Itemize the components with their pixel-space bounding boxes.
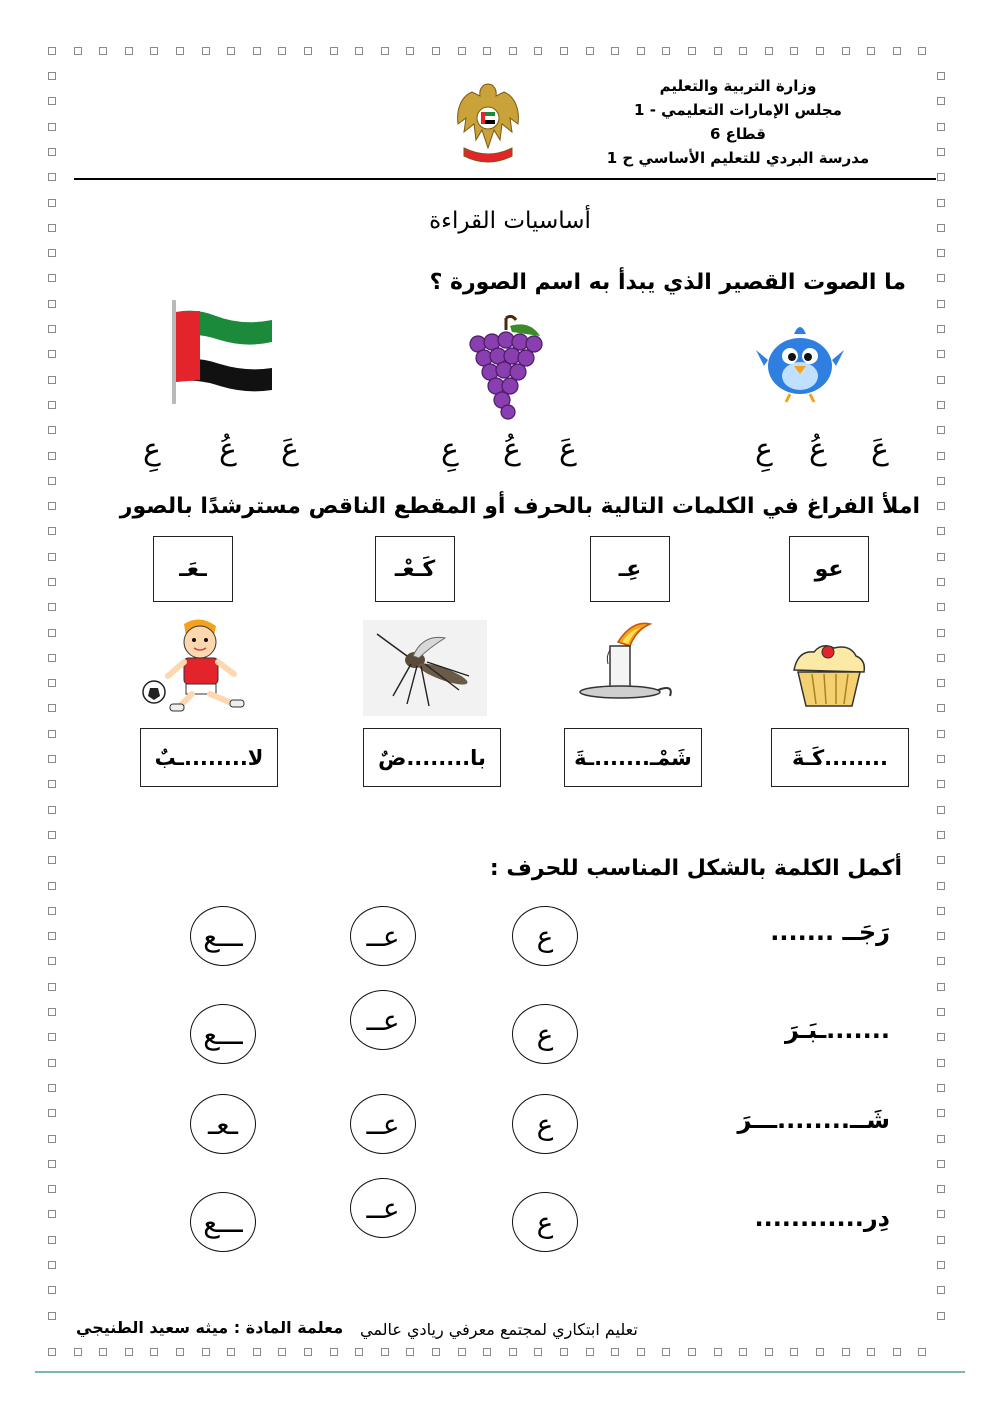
frame-square xyxy=(937,325,945,333)
frame-square xyxy=(381,47,389,55)
frame-square xyxy=(406,1348,414,1356)
frame-square xyxy=(509,47,517,55)
frame-square xyxy=(406,47,414,55)
frame-square xyxy=(48,1348,56,1356)
frame-square xyxy=(937,957,945,965)
letter-option[interactable]: عِ xyxy=(755,432,773,467)
frame-square xyxy=(765,47,773,55)
bottom-divider xyxy=(35,1371,965,1373)
frame-square xyxy=(937,1008,945,1016)
frame-square xyxy=(48,578,56,586)
frame-square xyxy=(937,401,945,409)
frame-square xyxy=(381,1348,389,1356)
frame-square xyxy=(48,325,56,333)
frame-square xyxy=(125,1348,133,1356)
frame-square xyxy=(560,1348,568,1356)
option-box-3[interactable]: كَـعْـ xyxy=(375,536,455,602)
frame-square xyxy=(937,376,945,384)
letter-option[interactable]: عَ xyxy=(871,432,889,467)
frame-square xyxy=(330,1348,338,1356)
frame-square xyxy=(937,1033,945,1041)
letter-form-choice[interactable]: عــ xyxy=(350,906,416,966)
option-box-2[interactable]: عِـ xyxy=(590,536,670,602)
frame-square xyxy=(458,47,466,55)
frame-square xyxy=(937,1236,945,1244)
frame-square xyxy=(937,1109,945,1117)
frame-square xyxy=(74,47,82,55)
frame-square xyxy=(509,1348,517,1356)
frame-square xyxy=(937,477,945,485)
frame-square xyxy=(48,1059,56,1067)
frame-square xyxy=(937,780,945,788)
frame-square xyxy=(48,932,56,940)
letter-form-choice[interactable]: ـــع xyxy=(190,1004,256,1064)
frame-square xyxy=(714,47,722,55)
frame-square xyxy=(937,274,945,282)
frame-square xyxy=(662,47,670,55)
frame-square xyxy=(355,47,363,55)
frame-square xyxy=(227,1348,235,1356)
frame-square xyxy=(483,47,491,55)
frame-square xyxy=(937,123,945,131)
letter-form-choice[interactable]: ع xyxy=(512,1192,578,1252)
letter-option[interactable]: عَ xyxy=(559,432,577,467)
frame-square xyxy=(253,1348,261,1356)
question-3: أكمل الكلمة بالشكل المناسب للحرف : xyxy=(489,856,902,881)
frame-square xyxy=(842,47,850,55)
frame-square xyxy=(176,1348,184,1356)
frame-square xyxy=(739,1348,747,1356)
frame-square xyxy=(611,47,619,55)
frame-square xyxy=(304,1348,312,1356)
question-1: ما الصوت القصير الذي يبدأ به اسم الصورة ؟ xyxy=(429,270,906,295)
frame-square xyxy=(816,47,824,55)
letter-form-choice[interactable]: ـــع xyxy=(190,906,256,966)
frame-square xyxy=(893,47,901,55)
frame-square xyxy=(534,47,542,55)
frame-square xyxy=(937,502,945,510)
uae-flag-icon xyxy=(166,298,278,406)
school-info xyxy=(578,74,898,170)
frame-square xyxy=(739,47,747,55)
bird-icon xyxy=(754,320,846,406)
frame-square xyxy=(48,300,56,308)
frame-square xyxy=(48,97,56,105)
frame-square xyxy=(48,199,56,207)
frame-square xyxy=(937,350,945,358)
letter-option[interactable]: عِ xyxy=(143,432,161,467)
boy-playing-ball-icon xyxy=(140,614,258,716)
frame-square xyxy=(586,1348,594,1356)
frame-square xyxy=(48,1286,56,1294)
frame-square xyxy=(48,148,56,156)
frame-square xyxy=(937,629,945,637)
letter-form-choice[interactable]: ع xyxy=(512,906,578,966)
frame-square xyxy=(867,1348,875,1356)
frame-square xyxy=(842,1348,850,1356)
frame-square xyxy=(937,654,945,662)
frame-square xyxy=(637,1348,645,1356)
frame-square xyxy=(48,1312,56,1320)
frame-square xyxy=(790,47,798,55)
frame-square xyxy=(937,603,945,611)
frame-square xyxy=(937,679,945,687)
frame-square xyxy=(48,983,56,991)
frame-square xyxy=(937,173,945,181)
uae-emblem-icon xyxy=(452,78,524,166)
frame-square xyxy=(150,1348,158,1356)
word-box-3[interactable]: با........ضٌ xyxy=(363,728,501,787)
slogan: تعليم ابتكاري لمجتمع معرفي ريادي عالمي xyxy=(360,1320,638,1339)
frame-square xyxy=(202,47,210,55)
frame-square xyxy=(937,249,945,257)
frame-square xyxy=(150,47,158,55)
frame-square xyxy=(48,376,56,384)
frame-square xyxy=(355,1348,363,1356)
frame-square xyxy=(937,148,945,156)
option-box-1[interactable]: عو xyxy=(789,536,869,602)
frame-square xyxy=(937,755,945,763)
frame-square xyxy=(48,856,56,864)
frame-square xyxy=(48,730,56,738)
frame-square xyxy=(432,47,440,55)
frame-square xyxy=(918,1348,926,1356)
frame-square xyxy=(48,1109,56,1117)
frame-square xyxy=(937,831,945,839)
frame-square xyxy=(330,47,338,55)
frame-square xyxy=(48,603,56,611)
frame-square xyxy=(937,72,945,80)
frame-square xyxy=(48,907,56,915)
incomplete-word: رَجَــ ....... xyxy=(770,918,890,946)
frame-square xyxy=(48,1261,56,1269)
letter-form-choice[interactable]: عــ xyxy=(350,990,416,1050)
frame-square xyxy=(937,426,945,434)
frame-square xyxy=(688,1348,696,1356)
letter-form-choice[interactable]: عــ xyxy=(350,1094,416,1154)
letter-option[interactable]: عِ xyxy=(441,432,459,467)
frame-square xyxy=(48,527,56,535)
frame-square xyxy=(937,300,945,308)
frame-square xyxy=(765,1348,773,1356)
frame-square xyxy=(937,1084,945,1092)
word-box-2[interactable]: شَمْـ.......ـةَ xyxy=(564,728,702,787)
frame-square xyxy=(48,1236,56,1244)
frame-square xyxy=(937,1286,945,1294)
frame-square xyxy=(125,47,133,55)
frame-square xyxy=(937,1135,945,1143)
frame-square xyxy=(48,831,56,839)
frame-square xyxy=(483,1348,491,1356)
teacher-name: معلمة المادة : ميثه سعيد الطنيجي xyxy=(76,1318,344,1337)
letter-form-choice[interactable]: ع xyxy=(512,1004,578,1064)
letter-option[interactable]: عُ xyxy=(503,432,521,467)
frame-square xyxy=(48,249,56,257)
incomplete-word: .......ـبَـرَ xyxy=(785,1016,890,1044)
letter-option[interactable]: عَ xyxy=(281,432,299,467)
frame-square xyxy=(937,1059,945,1067)
frame-square xyxy=(893,1348,901,1356)
frame-square xyxy=(48,123,56,131)
frame-square xyxy=(48,755,56,763)
frame-square xyxy=(48,780,56,788)
frame-square xyxy=(48,1084,56,1092)
option-box-4[interactable]: ـعَـ xyxy=(153,536,233,602)
frame-square xyxy=(937,527,945,535)
frame-square xyxy=(790,1348,798,1356)
frame-square xyxy=(48,957,56,965)
frame-square xyxy=(637,47,645,55)
frame-square xyxy=(611,1348,619,1356)
incomplete-word: دِر............ xyxy=(754,1204,890,1232)
frame-square xyxy=(278,1348,286,1356)
frame-square xyxy=(918,47,926,55)
frame-square xyxy=(48,679,56,687)
frame-square xyxy=(176,47,184,55)
frame-square xyxy=(278,47,286,55)
frame-square xyxy=(99,1348,107,1356)
school-name: مدرسة البردي للتعليم الأساسي ح 1 xyxy=(606,149,870,167)
frame-square xyxy=(937,1185,945,1193)
frame-square xyxy=(253,47,261,55)
frame-square xyxy=(99,47,107,55)
letter-form-choice[interactable]: ع xyxy=(512,1094,578,1154)
frame-square xyxy=(534,1348,542,1356)
frame-square xyxy=(937,1160,945,1168)
grapes-icon xyxy=(460,314,552,420)
frame-square xyxy=(304,47,312,55)
frame-square xyxy=(48,806,56,814)
frame-square xyxy=(937,932,945,940)
mosquito-picture xyxy=(363,620,487,716)
frame-square xyxy=(48,654,56,662)
letter-form-choice[interactable]: عــ xyxy=(350,1178,416,1238)
frame-square xyxy=(227,47,235,55)
frame-square xyxy=(48,1210,56,1218)
frame-square xyxy=(937,97,945,105)
frame-square xyxy=(48,72,56,80)
frame-square xyxy=(937,907,945,915)
frame-square xyxy=(937,983,945,991)
frame-square xyxy=(937,730,945,738)
frame-square xyxy=(48,553,56,561)
header-divider xyxy=(74,178,936,180)
letter-option[interactable]: عُ xyxy=(809,432,827,467)
frame-square xyxy=(867,47,875,55)
frame-square xyxy=(48,704,56,712)
frame-square xyxy=(48,47,56,55)
frame-square xyxy=(48,224,56,232)
frame-square xyxy=(937,856,945,864)
frame-square xyxy=(48,401,56,409)
frame-square xyxy=(48,426,56,434)
frame-square xyxy=(48,173,56,181)
candle-icon xyxy=(578,620,678,700)
frame-square xyxy=(48,452,56,460)
frame-square xyxy=(432,1348,440,1356)
frame-square xyxy=(937,224,945,232)
frame-square xyxy=(937,1261,945,1269)
word-box-4[interactable]: لا........ـبٌ xyxy=(140,728,278,787)
frame-square xyxy=(48,274,56,282)
frame-square xyxy=(458,1348,466,1356)
frame-square xyxy=(816,1348,824,1356)
frame-square xyxy=(937,1210,945,1218)
frame-square xyxy=(714,1348,722,1356)
mosquito-icon xyxy=(363,620,487,716)
frame-square xyxy=(688,47,696,55)
frame-square xyxy=(48,1008,56,1016)
question-2: املأ الفراغ في الكلمات التالية بالحرف أو المقطع الناقص مسترشدًا بالصور xyxy=(119,494,920,519)
frame-square xyxy=(48,350,56,358)
frame-square xyxy=(48,1135,56,1143)
cupcake-icon xyxy=(790,640,868,710)
incomplete-word: شَــ........ـــرَ xyxy=(737,1106,890,1134)
sector-name: قطاع 6 xyxy=(710,125,766,143)
frame-square xyxy=(937,704,945,712)
frame-square xyxy=(937,553,945,561)
frame-square xyxy=(937,199,945,207)
letter-option[interactable]: عُ xyxy=(219,432,237,467)
frame-square xyxy=(48,477,56,485)
frame-square xyxy=(48,502,56,510)
council-name: مجلس الإمارات التعليمي - 1 xyxy=(634,101,842,119)
frame-square xyxy=(48,1185,56,1193)
frame-square xyxy=(937,806,945,814)
frame-square xyxy=(48,1160,56,1168)
frame-square xyxy=(937,882,945,890)
frame-square xyxy=(560,47,568,55)
frame-square xyxy=(586,47,594,55)
frame-square xyxy=(48,882,56,890)
frame-square xyxy=(48,1033,56,1041)
frame-square xyxy=(937,452,945,460)
frame-square xyxy=(74,1348,82,1356)
frame-square xyxy=(48,629,56,637)
letter-form-choice[interactable]: ـــع xyxy=(190,1192,256,1252)
frame-square xyxy=(662,1348,670,1356)
frame-square xyxy=(937,1312,945,1320)
frame-square xyxy=(937,578,945,586)
word-box-1[interactable]: ........كَـةَ xyxy=(771,728,909,787)
frame-square xyxy=(202,1348,210,1356)
page-title: أساسيات القراءة xyxy=(429,208,591,234)
letter-form-choice[interactable]: ـعـ xyxy=(190,1094,256,1154)
ministry-name: وزارة التربية والتعليم xyxy=(659,77,817,95)
